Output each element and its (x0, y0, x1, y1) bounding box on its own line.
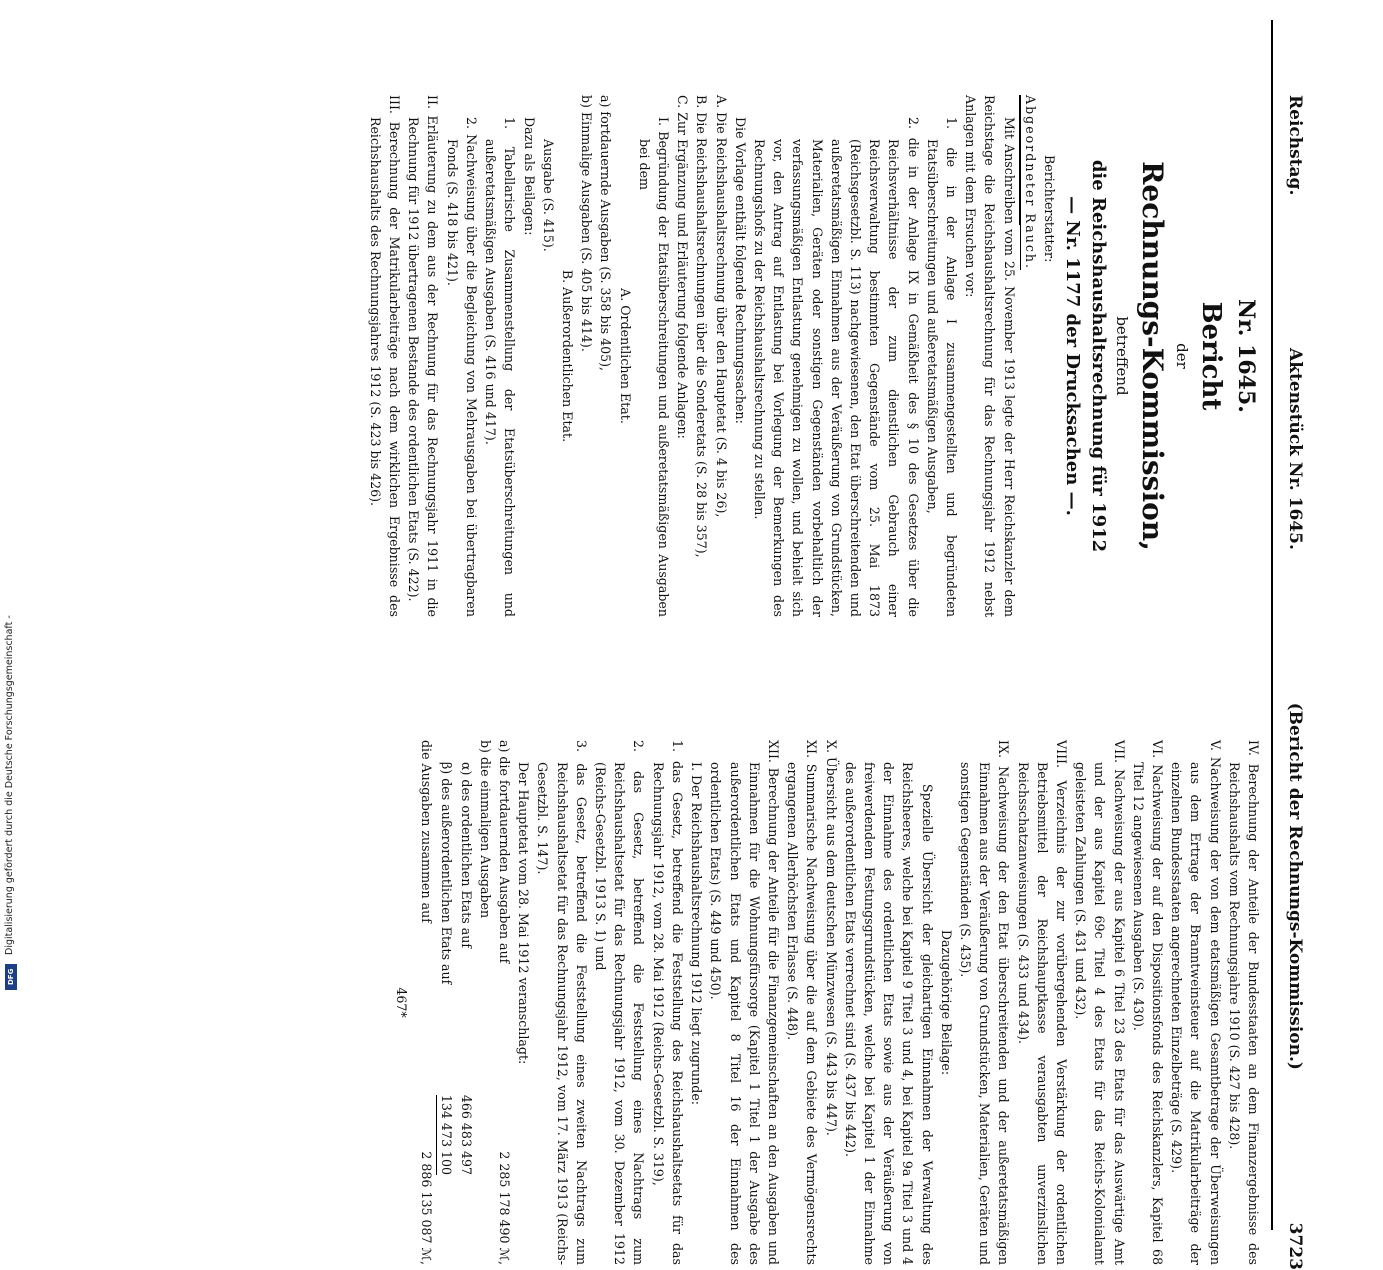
law-3: 3. das Gesetz, betreffend die Feststellung eines zweiten Nachtrags zum Reichshaushaltsetat für das Rechnungsjahr 1912, vom 17. März 1913 (Reichs-Gesetzbl. S. 147). (535, 740, 589, 1265)
beilage-2: 2. Nachweisung über die Begleichung von Mehrausgaben bei übertragbaren Fonds (S. 418 bis 421). (444, 117, 479, 617)
digitization-credit: Digitalisierung gefördert durch die Deutsche Forschungsgemeinschaft - (4, 615, 15, 955)
beilage-heading: Dazugehörige Beilage: (938, 929, 954, 1076)
contents-item-vi: VI. Nachweisung der auf den Dispositionsfonds des Reichskanzlers, Kapitel 68 Titel 12 angewiesenen Ausgaben (S. 430). (1130, 740, 1165, 1265)
heading-ordentlicher-etat: A. Ordentlichen Etat. (617, 288, 633, 424)
beilagen-heading: Dazu als Beilagen: (521, 117, 537, 236)
report-subject: die Reichshaushaltsrechnung für 1912 (1088, 159, 1109, 553)
total-label: die Ausgaben zusammen auf (419, 740, 435, 923)
fortdauernde-ausgaben-value: 2 285 178 490 ℳ, (497, 1151, 513, 1265)
hauptetat-line: Der Hauptetat vom 28. Mai 1912 veranschlagt: (516, 762, 532, 1065)
law-2: 2. das Gesetz, betreffend die Feststellung eines Nachtrags zum Reichshaushaltsetat für das Rechnungsjahr 1912, vom 30. Dezember 1912 (Reichs-Gesetzbl. 1913 S. 1) und (593, 740, 647, 1265)
running-header (1285, 95, 1305, 1270)
sheet-mark: 467* (394, 987, 410, 1018)
contents-item-v: V. Nachweisung der von dem etatsmäßigen Gesamtbetrage der Überweisungen aus dem Ertrage der Branntweinsteuer auf die Matrikularbeiträge der einzelnen Bundesstaaten angerechneten Einzelbeträge (S. 429). (1169, 740, 1223, 1265)
fortdauernde-ausgaben-label: a) die fortdauernden Ausgaben auf (497, 740, 513, 964)
page-number: 3723 (1285, 1222, 1305, 1270)
contents-intro: Die Vorlage enthält folgende Rechnungssachen: (732, 117, 748, 424)
etat-item-a: a) fortdauernde Ausgaben (S. 358 bis 405), (598, 95, 614, 372)
dfg-logo: DFG (5, 964, 17, 990)
document-number: Nr. 1645. (1233, 299, 1259, 413)
header-document-number: Aktenstück Nr. 1645. (1285, 348, 1305, 550)
right-column (392, 740, 1263, 1265)
beilage-text: Spezielle Übersicht der gleichartigen Einnahmen der Verwaltung des Reichsheeres, welche bei Kapitel 9 Titel 3 und 4, bei Kapitel 9a Titel 3 und 4 der Einnahme des ordentlichen Etats sowie aus der Veräußerung von freiwerdendem Festungsgrundstücken, welche bei Kapitel 1 der Einnahme des außerordentlichen Etats verrechnet sind (S. 437 bis 442). (842, 762, 935, 1265)
contents-item-a: A. Die Reichshaushaltsrechnung über den Hauptetat (S. 4 bis 26), (713, 95, 729, 518)
header-left: Reichstag. (1285, 95, 1305, 196)
heading-ausserordentlicher-etat: B. Außerordentlichen Etat. (559, 269, 575, 443)
contents-item-ii: II. Erläuterung zu dem aus der Rechnung für das Rechnungsjahr 1911 in die Rechnung für 1912 übertragenen Bestande des ordentlichen Etats (S. 422). (406, 95, 441, 617)
einmalige-ausgaben-label: b) die einmaligen Ausgaben (477, 740, 493, 919)
ausserordentlicher-etat-label: β) des außerordentlichen Etats auf (439, 762, 455, 985)
beilage-1: 1. Tabellarische Zusammenstellung der Etatsüberschreitungen und außeretatsmäßigen Ausgaben (S. 416 und 417). (483, 117, 518, 617)
ausserordentlicher-etat-row (436, 740, 456, 1265)
left-column (366, 95, 1263, 617)
title-betreffend: betreffend (1113, 316, 1131, 396)
ordentlicher-etat-value: 466 483 497 (458, 1094, 474, 1175)
ausgabe-line: Ausgabe (S. 415). (540, 139, 556, 252)
fortdauernde-ausgaben-row (495, 740, 514, 1265)
total-value: 2 886 135 087 ℳ, (419, 1151, 435, 1265)
digitization-sidebar (2, 0, 22, 1000)
contents-item-ix: IX. Nachweisung der den Etat überschreitenden und der außeretatsmäßigen Einnahmen aus der Veräußerung von Grundstücken, Materialien, Geräten und sonstigen Gegenständen (S. 435). (957, 740, 1012, 1265)
contents-item-iv: IV. Berechnung der Anteile der Bundesstaaten an dem Finanzergebnisse des Reichshaushalts vom Rechnungsjahre 1910 (S. 427 bis 428). (1226, 740, 1261, 1265)
header-rule (1271, 20, 1273, 1230)
request-item-1: 1. die in der Anlage I zusammengestellten und begründeten Etatsüberschreitungen und außeretatsmäßigen Ausgaben, (924, 117, 959, 617)
title-der: der (1173, 343, 1191, 369)
contents-item-c: C. Zur Ergänzung und Erläuterung folgende Anlagen: (675, 95, 691, 439)
contents-item-c-i: I. Begründung der Etatsüberschreitungen und außeretatsmäßigen Ausgaben bei dem (636, 117, 671, 617)
reporter-label: Berichterstatter: (1042, 155, 1057, 263)
contents-item-viii: VIII. Verzeichnis der zur vorübergehenden Verstärkung der ordentlichen Betriebsmittel der Reichshauptkasse verausgabten unverzinslichen Reichsschatzanweisungen (S. 433 und 434). (1015, 740, 1069, 1265)
contents-item-iii: III. Berechnung der Matrikularbeiträge nach dem wirklichen Ergebnisse des Reichshaushalts des Rechnungsjahres 1912 (S. 423 bis 426). (367, 95, 403, 617)
request-item-2: 2. die in der Anlage IX in Gemäßheit des § 10 des Gesetzes über die Reichsverhältnisse der zum dienstlichen Gebrauch einer Reichsverwaltung bestimmten Gegenstände vom 25. Mai 1873 (Reichsgesetzbl. S. 113) nachgewiesenen, den Etat überschreitenden und außeretatsmäßigen Einnahmen aus der Veräußerung von Grundstücken, Materialien, Geräten oder sonstigen Gegenständen vorbehaltlich der verfassungsmäßigen Entlastung genehmigen zu wollen, und behielt sich vor, den Antrag auf Entlastung bei Vorlegung der Bemerkungen des Rechnungshofs zu der Reichshaushaltsrechnung zu stellen. (751, 117, 921, 617)
ausserordentlicher-etat-value: 134 473 100 (436, 1095, 456, 1175)
report-title: Bericht (1196, 301, 1226, 411)
drucksachen-reference: — Nr. 1177 der Drucksachen —. (1062, 196, 1083, 516)
header-report-title: (Bericht der Rechnungs-Kommission.) (1285, 702, 1305, 1070)
intro-paragraph: Mit Anschreiben vom 25. November 1913 legte der Herr Reichskanzler dem Reichstage die Reichshaushaltsrechnung für das Rechnungsjahr 1912 nebst Anlagen mit dem Ersuchen vor: (963, 95, 1017, 617)
reporter-name: Abgeordneter Rauch. (1020, 95, 1040, 270)
contents-item-xii: XII. Berechnung der Anteile für die Finanzgemeinschaften an den Ausgaben und Einnahmen für die Wohnungsfürsorge (Kapitel 1 Titel 1 der Ausgabe des außerordentlichen Etats und Kapitel 8 Titel 16 der Einnahmen des ordentlichen Etats) (S. 449 und 450). (708, 740, 781, 1265)
commission-name: Rechnungs-Kommission, (1136, 161, 1169, 551)
contents-item-xi: XI. Summarische Nachweisung über die auf dem Gebiete des Vermögensrechts ergangenen Allerhöchsten Erlasse (S. 448). (785, 740, 820, 1265)
law-1: 1. das Gesetz, betreffend die Feststellung des Reichshaushaltsetats für das Rechnungsjahr 1912, vom 28. Mai 1912 (Reichs-Gesetzbl. S. 319), (650, 740, 685, 1265)
ordentlicher-etat-label: α) des ordentlichen Etats auf (458, 762, 474, 949)
etat-item-b: b) Einmalige Ausgaben (S. 405 bis 414). (579, 95, 595, 352)
contents-item-vii: VII. Nachweisung der aus Kapitel 6 Titel 23 des Etats für das Auswärtige Amt und der aus Kapitel 69c Titel 4 des Etats für das Reichs-Kolonialamt geleisteten Zahlungen (S. 431 und 432). (1073, 740, 1127, 1265)
contents-item-b: B. Die Reichshaushaltsrechnungen über die Sonderetats (S. 28 bis 357), (694, 95, 710, 558)
section-i: I. Der Reichshaushaltsrechnung 1912 liegt zugrunde: (689, 762, 705, 1106)
contents-item-x: X. Übersicht aus dem deutschen Münzwesen (S. 443 bis 447). (823, 740, 839, 1136)
ordentlicher-etat-row (456, 740, 475, 1265)
total-row (417, 740, 436, 1265)
